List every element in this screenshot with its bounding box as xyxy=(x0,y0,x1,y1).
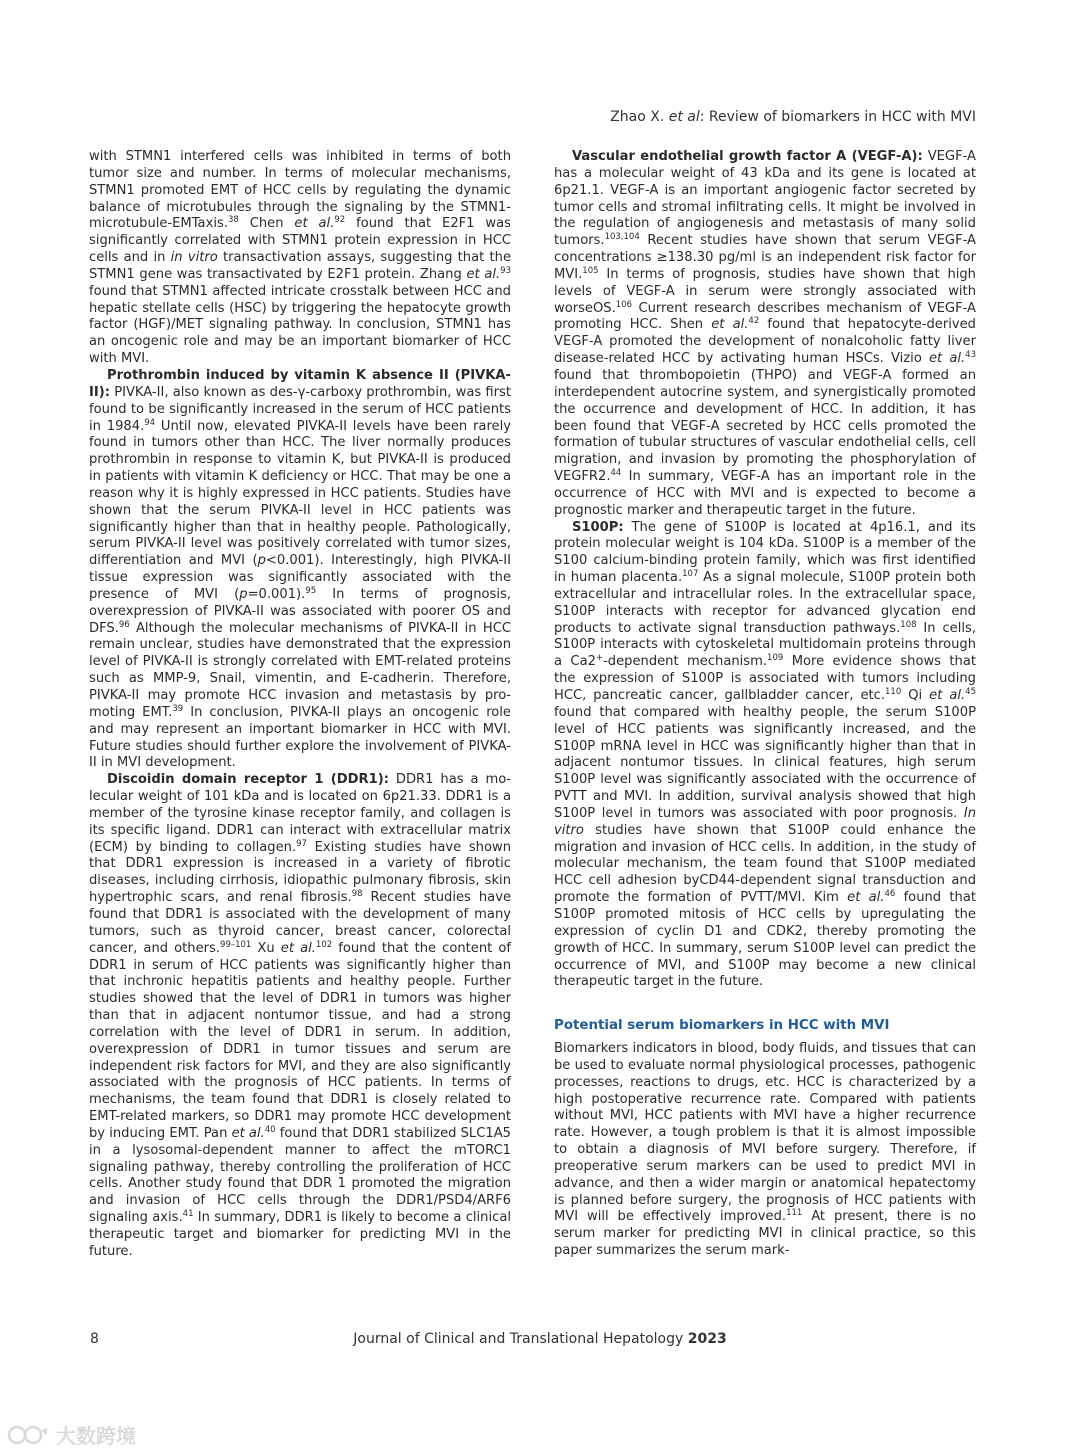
text-run: transactivation assays, suggesting that the STMN1 gene was transactivated by E2F1 protein. Zhang xyxy=(89,250,511,282)
subsection-title: Discoidin domain receptor 1 (DDR1): xyxy=(107,772,389,788)
reference-superscript: 96 xyxy=(118,619,130,630)
text-run: et al. xyxy=(231,1125,265,1141)
running-head-etal: et al xyxy=(668,109,700,125)
text-run: et al. xyxy=(711,317,749,333)
reference-superscript: 46 xyxy=(884,889,896,900)
text-run: Existing studies have shown that DDR1 expression is increased in a variety of fibrotic diseases, including cirrhosis, idiopathic pulmonary fibrosis, skin hypertrophic scars, and renal fibrosis. xyxy=(89,839,511,906)
text-run: p xyxy=(239,586,248,602)
text-run: Current research describes mechanism of VEGF-A promoting HCC. Shen xyxy=(554,300,976,333)
text-run: In conclusion, PIVKA-II plays an oncogenic role and may represent an important biomarker in HCC with MVI. Future studies should further explore the involvement of PIVKA-II in MVI development. xyxy=(89,704,511,771)
reference-superscript: 40 xyxy=(264,1124,276,1135)
journal-footer xyxy=(0,1331,1080,1347)
reference-superscript: 45 xyxy=(965,687,976,697)
text-run: p xyxy=(257,553,266,569)
reference-superscript: 42 xyxy=(748,316,760,327)
text-run: PIVKA-II, also known as des-γ-carboxy prothrombin, was first found to be significantly increased in the serum of HCC patients in 1984. xyxy=(89,384,511,434)
text-run: In terms of prognosis, overexpression of PIVKA-II was associated with poorer OS and DFS. xyxy=(89,586,511,636)
text-run: More evidence shows that the expression of S100P is associated with tumors including HCC, pancreatic cancer, gallbladder cancer, etc. xyxy=(554,654,976,703)
text-run: Recent studies have shown that serum VEGF-A concentrations ≥138.30 pg/ml is an independent risk factor for MVI. xyxy=(554,233,976,282)
journal-year: 2023 xyxy=(687,1331,727,1347)
paragraph-serum-intro xyxy=(554,1041,976,1260)
text-run: In cells, S100P interacts with cytoskeletal multidomain proteins through a Ca2 xyxy=(554,620,976,670)
running-head xyxy=(610,109,976,125)
reference-superscript: 95 xyxy=(305,585,317,596)
text-run: in vitro xyxy=(170,250,218,266)
subsection-title: S100P: xyxy=(572,519,624,535)
right-column xyxy=(554,149,976,1260)
subsection-title: Prothrombin induced by vitamin K absence II (PIVKA-II): xyxy=(89,367,511,400)
text-run: found that STMN1 affected intricate crosstalk between HCC and hepatic stellate cells (HSC) by triggering the hepatocyte growth factor (HGF)/MET signaling pathway. In conclusion, STMN1 has an oncogenic role and may be an important biomarker of HCC with MVI. xyxy=(89,283,511,367)
reference-superscript: 111 xyxy=(786,1208,803,1219)
text-run: found that compared with healthy people, the serum S100P level of HCC patients was significantly increased, and the S100P mRNA level in HCC was significantly higher than that in adjacent nontumor tissues. In clinical features, high serum S100P level was significantly associated with the occurrence of PVTT and MVI. In addition, survival analysis showed that high S100P level in tumors was associated with poor prognosis. xyxy=(554,704,976,821)
left-column xyxy=(89,149,511,1261)
paragraph-s100p xyxy=(554,520,976,992)
running-head-author: Zhao X. xyxy=(610,109,669,125)
text-run: found that DDR1 stabilized SLC1A5 in a lysosomal-dependent manner to affect the mTORC1 signaling pathway, thereby controlling the proliferation of HCC cells. Another study found that DDR 1 promoted the migration and invasion of HCC cells through the DDR1/PSD4/ARF6 signaling axis. xyxy=(89,1125,511,1226)
paragraph-stmn1-continued xyxy=(89,149,511,368)
text-run: -dependent mechanism. xyxy=(603,654,768,670)
reference-superscript: 94 xyxy=(144,417,156,428)
text-run: found that the content of DDR1 in serum of HCC patients was significantly higher than that inchronic hepatitis patients and healthy people. Further studies showed that the level of DDR1 in tumors was higher than that in adjacent nontumor tissue, and had a strong correlation with the level of DDR1 in serum. In addition, overexpression of DDR1 in tumor tissues and serum are independent risk factors for MVI, and they are also significantly associated with the prognosis of HCC patients. In terms of mechanisms, the team found that DDR1 is closely related to EMT-related markers, so DDR1 may promote HCC development by inducing EMT. Pan xyxy=(89,940,512,1141)
paragraph-pivka-ii xyxy=(89,368,511,772)
journal-name: Journal of Clinical and Translational Hepatology xyxy=(353,1331,688,1347)
text-run: et al. xyxy=(929,351,966,367)
text-run: Qi xyxy=(901,688,930,703)
text-run: et al. xyxy=(466,266,501,282)
reference-superscript: 107 xyxy=(682,569,699,580)
reference-superscript: 41 xyxy=(182,1209,194,1220)
watermark-logo-icon xyxy=(6,1424,50,1446)
text-run: et al. xyxy=(294,216,335,232)
reference-superscript: 102 xyxy=(315,939,333,950)
text-run: found that E2F1 was significantly correlated with STMN1 protein expression in HCC cells and in xyxy=(89,216,511,266)
reference-superscript: 103,104 xyxy=(604,232,640,243)
text-run: Biomarkers indicators in blood, body fluids, and tissues that can be used to evaluate normal physiological processes, pathogenic processes, reactions to drugs, etc. HCC is characterized by a high postoperative recurrence rate. Compared with patients without MVI, HCC patients with MVI have a higher recurrence rate. However, a tough problem is that it is almost impossible to obtain a diagnosis of MVI before surgery. Therefore, if preoperative serum markers can be used to predict MVI in advance, and then a wider margin or anatomical hepatectomy is planned before surgery, the prognosis of HCC patients with MVI will be effectively improved. xyxy=(554,1041,976,1225)
text-run: Xu xyxy=(251,940,281,956)
text-run: =0.001). xyxy=(247,586,306,602)
text-run: The gene of S100P is located at 4p16.1, and its protein molecular weight is 104 kDa. S100P is a member of the S100 calcium-binding protein family, which was first identified in human placenta. xyxy=(554,519,976,586)
paragraph-ddr1 xyxy=(89,772,511,1260)
text-run: Although the molecular mechanisms of PIVKA-II in HCC remain unclear, studies have demonstrated that the expression level of PIVKA-II is strongly correlated with EMT-related proteins such as MMP-9, Snail, vimentin, and E-cadherin. Therefore, PIVKA-II may promote HCC invasion and metastasis by promoting EMT. xyxy=(89,620,511,720)
reference-superscript: 108 xyxy=(900,619,917,630)
text-run: <0.001). Interestingly, high PIVKA-II tissue expression was significantly associated with the presence of MVI ( xyxy=(89,553,511,602)
reference-superscript: 98 xyxy=(351,889,363,900)
text-run: In terms of prognosis, studies have shown that high levels of VEGF-A in serum were strongly associated with worseOS. xyxy=(554,266,976,316)
text-run: Recent studies have found that DDR1 is associated with the development of many tumors, such as thyroid cancer, breast cancer, colorectal cancer, and others. xyxy=(89,890,512,956)
text-run: Chen xyxy=(238,216,295,232)
text-run: et al. xyxy=(280,940,316,956)
watermark-text: 大数跨境 xyxy=(56,1424,136,1448)
text-run: DDR1 has a molecular weight of 101 kDa and is located on 6p21.33. DDR1 is a member of the tyrosine kinase receptor family, and collagen is its specific ligand. DDR1 can interact with extracellular matrix (ECM) by binding to collagen. xyxy=(89,772,511,855)
text-run: At present, there is no serum marker for predicting MVI in clinical practice, so this paper summarizes the serum mark- xyxy=(554,1209,976,1259)
reference-superscript: 38 xyxy=(227,215,239,226)
text-run: In summary, DDR1 is likely to become a clinical therapeutic target and biomarker for predicting MVI in the future. xyxy=(89,1210,511,1259)
page-number: 8 xyxy=(90,1331,99,1347)
text-run: found that thrombopoietin (THPO) and VEGF-A formed an interdependent autocrine system, and synergistically promoted the occurrence and development of HCC. In addition, it has been found that VEGF-A secreted by HCC cells promoted the formation of tubular structures of vascular endothelial cells, cell migration, and invasion by promoting the phosphorylation of VEGFR2. xyxy=(554,367,976,485)
paragraph-vegf-a xyxy=(554,149,976,520)
text-run: et al. xyxy=(929,688,966,703)
reference-superscript: 44 xyxy=(610,468,622,479)
text-run: Until now, elevated PIVKA-II levels have been rarely found in tumors other than HCC. The liver normally produces prothrombin in response to vitamin K, but PIVKA-II is produced in patients with vitamin K deficiency or HCC. That may be one a reason why it is highly expressed in HCC patients. Studies have shown that the serum PIVKA-II level in HCC patients was significantly higher than that in healthy people. Pathologically, serum PIVKA-II level was positively correlated with tumor sizes, differentiation and MVI ( xyxy=(89,418,511,569)
text-run: In summary, VEGF-A has an important role in the occurrence of HCC with MVI and is expected to become a prognostic marker and therapeutic target in the future. xyxy=(554,469,976,518)
reference-superscript: 105 xyxy=(582,265,599,276)
text-run: with STMN1 interfered cells was inhibited in terms of both tumor size and number. In terms of molecular mechanisms, STMN1 promoted EMT of HCC cells by regulating the dynamic balance of microtubules through the signaling by the STMN1-microtubule-EMTaxis. xyxy=(89,149,511,232)
reference-superscript: 110 xyxy=(885,687,902,697)
reference-superscript: + xyxy=(595,653,604,664)
text-run: found that S100P promoted mitosis of HCC cells by upregulating the expression of cyclin D1 and CDK2, thereby promoting the growth of HCC. In summary, serum S100P level can predict the occurrence of MVI, and S100P may become a new clinical therapeutic target in the future. xyxy=(554,890,976,990)
reference-superscript: 93 xyxy=(500,265,511,276)
text-run: et al. xyxy=(847,890,885,906)
reference-superscript: 39 xyxy=(172,703,184,714)
running-head-title: : Review of biomarkers in HCC with MVI xyxy=(699,109,976,125)
subsection-title: Vascular endothelial growth factor A (VEGF-A): xyxy=(572,149,923,164)
text-run: VEGF-A has a molecular weight of 43 kDa and its gene is located at 6p21.1. VEGF-A is an important angiogenic factor secreted by tumor cells and stromal infiltrating cells. It might be involved in the regulation of angiogenesis and metastasis of many solid tumors. xyxy=(554,149,976,249)
reference-superscript: 43 xyxy=(965,350,976,361)
text-run: found that hepatocyte-derived VEGF-A promoted the development of nonalcoholic fatty liver disease-related HCC by activating human HSCs. Vizio xyxy=(554,317,976,367)
reference-superscript: 99–101 xyxy=(220,939,252,950)
section-heading-serum-biomarkers: Potential serum biomarkers in HCC with MVI xyxy=(554,1018,890,1034)
reference-superscript: 106 xyxy=(615,299,632,310)
text-run: As a signal molecule, S100P protein both extracellular and intracellular roles. In the extracellular space, S100P interacts with receptor for advanced glycation end products to activate signal transduction pathways. xyxy=(554,570,976,636)
reference-superscript: 109 xyxy=(767,653,784,664)
reference-superscript: 92 xyxy=(334,215,346,226)
text-run: studies have shown that S100P could enhance the migration and invasion of HCC cells. In addition, in the study of molecular mechanism, the team found that S100P mediated HCC cell adhesion byCD44-dependent signal transduction and promote the formation of PVTT/MVI. Kim xyxy=(554,822,976,906)
reference-superscript: 97 xyxy=(296,838,307,849)
watermark xyxy=(6,1420,136,1449)
text-run: In vitro xyxy=(554,805,976,838)
